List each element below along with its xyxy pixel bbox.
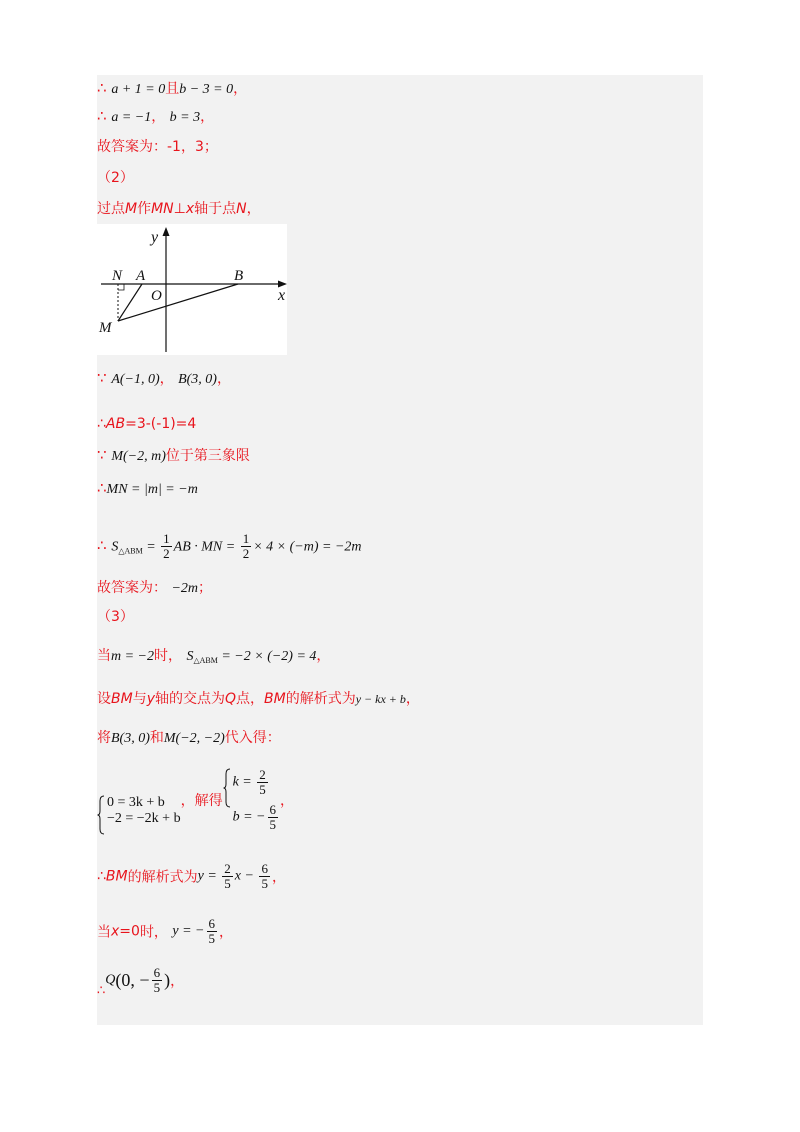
line-1	[97, 78, 247, 100]
line-5	[97, 199, 261, 219]
point-A: A(−1, 0)	[111, 372, 160, 387]
text: 时，	[139, 924, 168, 941]
line-11	[97, 578, 212, 599]
denominator: 5	[259, 782, 266, 797]
b-label: b = −	[232, 809, 266, 825]
line-13	[97, 646, 330, 671]
equation: a + 1 = 0	[111, 82, 166, 97]
equation: x −	[234, 868, 258, 884]
punctuation: ，	[271, 869, 286, 886]
denominator: 5	[208, 931, 215, 946]
punctuation: ，	[316, 648, 331, 664]
text: 过点	[97, 201, 125, 217]
segment-MA	[118, 284, 142, 321]
var: M	[125, 201, 138, 217]
equation: m = −2	[111, 649, 155, 664]
line-16	[97, 768, 294, 832]
brace-icon	[97, 795, 105, 835]
perp-symbol: ⊥	[173, 201, 186, 217]
figure-svg	[97, 224, 287, 355]
point-M: M(−2, m)	[111, 449, 166, 464]
therefore-symbol: ∴	[97, 983, 106, 999]
text: 与	[132, 691, 147, 707]
therefore-symbol: ∴	[97, 107, 112, 125]
fraction	[152, 966, 163, 995]
equation: a = −1	[111, 110, 152, 125]
area-subscript: △ABM	[118, 546, 143, 556]
equation: b − 3 = 0	[179, 82, 234, 97]
text: 的解析式为	[127, 869, 198, 886]
label-A: A	[136, 268, 146, 284]
label-N: N	[112, 268, 123, 284]
text: 且	[165, 81, 180, 97]
var: Q	[224, 691, 237, 707]
denominator: 5	[269, 817, 276, 832]
numerator: 2	[259, 767, 266, 782]
punctuation: ，	[216, 371, 231, 387]
therefore-symbol: ∴	[97, 416, 106, 432]
segment-MB	[118, 284, 238, 321]
therefore-symbol: ∴	[97, 79, 112, 97]
line-19	[97, 966, 184, 999]
equation: × 4 × (−m) = −2m	[253, 539, 362, 555]
punctuation: ，	[246, 201, 261, 217]
fraction-half	[161, 532, 172, 561]
numerator: 6	[208, 916, 215, 931]
punctuation: ，	[233, 81, 248, 97]
line-2	[97, 106, 214, 128]
line-10	[97, 532, 362, 562]
line-15	[97, 728, 281, 749]
fraction	[259, 862, 270, 891]
text: 当	[97, 924, 111, 941]
text: 轴于点	[194, 201, 237, 217]
paren: )	[164, 970, 171, 990]
text: 代入得：	[224, 730, 281, 746]
system-row-2: −2 = −2k + b	[107, 811, 181, 826]
line-8	[97, 445, 250, 467]
therefore-symbol: ∴	[97, 868, 106, 885]
punctuation: ，	[219, 924, 233, 941]
line-6	[97, 368, 231, 390]
label-O: O	[151, 288, 162, 304]
numerator: 1	[163, 531, 170, 546]
because-symbol: ∵	[97, 446, 112, 464]
equals: =	[142, 539, 160, 555]
line-17	[97, 862, 286, 891]
punctuation: ；	[198, 580, 213, 596]
text: 位于第三象限	[165, 448, 250, 464]
brace-icon	[223, 768, 231, 808]
equation: = −2 × (−2) = 4	[217, 649, 317, 664]
coordinate-figure	[97, 224, 287, 355]
equation: AB · MN =	[173, 539, 239, 555]
line-18	[97, 917, 233, 946]
var: BM	[111, 691, 133, 707]
denominator: 5	[224, 876, 231, 891]
fraction	[207, 917, 218, 946]
area-symbol: S	[111, 539, 119, 555]
text: 故答案为：	[97, 580, 167, 596]
equation: y =	[197, 868, 221, 884]
text: 当	[97, 648, 111, 664]
equation-system	[97, 795, 181, 827]
area-subscript: △ABM	[193, 656, 218, 665]
numerator: 6	[261, 861, 268, 876]
line-14	[97, 689, 420, 709]
text: 作	[137, 201, 152, 217]
answer-line-1: 故答案为：-1，3；	[97, 139, 218, 155]
equation: MN = |m| = −m	[106, 482, 198, 497]
var: x	[111, 923, 120, 940]
therefore-symbol: ∴	[97, 536, 112, 555]
denominator: 2	[242, 546, 250, 561]
y-axis-arrow	[163, 227, 170, 236]
fraction	[257, 768, 268, 797]
var: AB	[105, 416, 126, 432]
point-B: B(3, 0)	[178, 372, 217, 387]
text: =0	[119, 923, 140, 940]
punctuation: ，	[280, 793, 294, 809]
point-Q: Q	[105, 972, 116, 988]
line-7	[97, 414, 196, 434]
label-B: B	[234, 268, 244, 284]
point-B: B(3, 0)	[111, 731, 150, 746]
var: x	[185, 201, 195, 217]
solution-row-b	[233, 803, 280, 832]
var: N	[236, 201, 247, 217]
text: 轴的交点为	[154, 691, 225, 707]
var: BM	[105, 868, 128, 885]
label-M: M	[99, 320, 112, 336]
text: 点，	[236, 691, 265, 707]
denominator: 5	[153, 980, 161, 995]
numerator: 6	[269, 802, 276, 817]
var: y	[146, 691, 155, 707]
fraction	[268, 803, 279, 832]
punctuation: ，	[159, 371, 174, 387]
punctuation: ，	[151, 109, 166, 125]
solution-system	[223, 768, 280, 832]
line-9	[97, 478, 198, 500]
punctuation: ，	[170, 973, 185, 990]
system-row-1: 0 = 3k + b	[107, 795, 165, 810]
solution-row-k	[233, 768, 280, 797]
text: ，解得	[180, 793, 223, 809]
because-symbol: ∵	[97, 369, 112, 387]
equation: y − kx + b	[355, 692, 406, 706]
therefore-symbol: ∴	[97, 479, 107, 497]
text: 将	[97, 730, 111, 746]
point-M: M(−2, −2)	[163, 731, 225, 746]
denominator: 5	[261, 876, 268, 891]
text: 的解析式为	[285, 691, 356, 707]
numerator: 2	[224, 861, 231, 876]
equation: y = −	[172, 923, 205, 939]
numerator: 1	[242, 531, 250, 546]
label-y: y	[151, 229, 159, 246]
k-label: k =	[232, 774, 256, 790]
text: 时，	[154, 648, 183, 664]
equation: b = 3	[169, 110, 201, 125]
part-3-heading: （3）	[97, 609, 134, 625]
label-x: x	[278, 287, 286, 304]
fraction	[222, 862, 233, 891]
numerator: 6	[153, 965, 161, 980]
text: =3-(-1)=4	[125, 416, 197, 432]
paren: (0, −	[115, 970, 150, 990]
fraction-half	[241, 532, 252, 561]
right-angle-mark	[118, 284, 124, 290]
denominator: 2	[163, 546, 170, 561]
punctuation: ，	[405, 691, 420, 707]
text: 和	[149, 730, 164, 746]
punctuation: ，	[200, 109, 215, 125]
text: 设	[97, 691, 111, 707]
part-2-heading: （2）	[97, 170, 134, 186]
answer-value: −2m	[171, 581, 199, 596]
var: MN	[151, 201, 174, 217]
area-symbol: S	[186, 649, 194, 664]
var: BM	[264, 691, 286, 707]
